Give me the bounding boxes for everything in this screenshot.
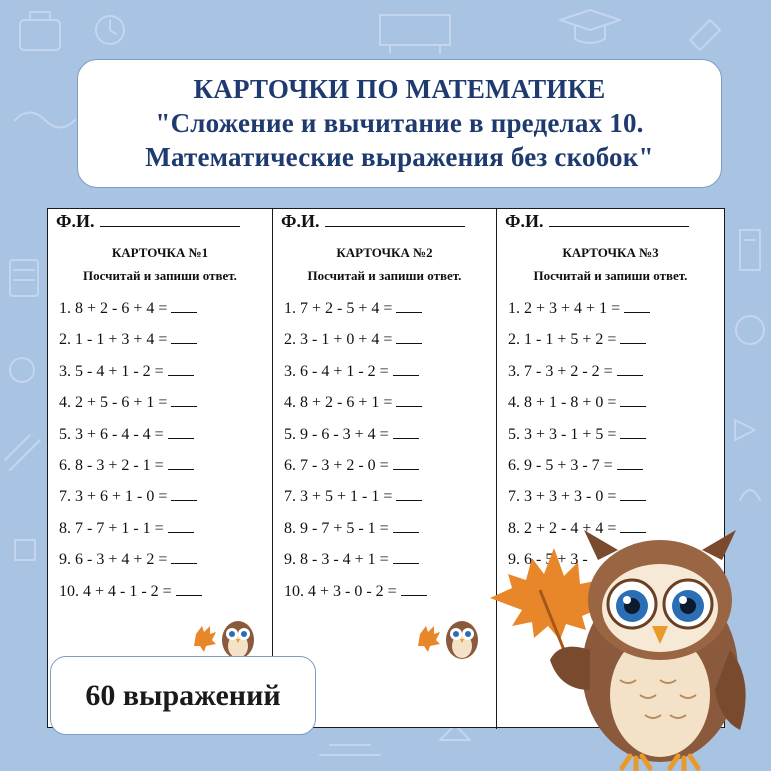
exercise-item: 7. 3 + 3 + 3 - 0 =: [508, 481, 650, 512]
exercise-item: 2. 3 - 1 + 0 + 4 =: [284, 324, 427, 355]
exercise-item: 9. 6 - 5 + 3 -: [508, 551, 588, 569]
exercise-item: 8. 2 + 2 - 4 + 4 =: [508, 513, 650, 544]
card-instruction: Посчитай и запиши ответ.: [533, 268, 688, 283]
card-title: КАРТОЧКА №1: [111, 245, 209, 260]
owl-illustration: [480, 520, 771, 771]
exercise-item: 3. 5 - 4 + 1 - 2 =: [59, 356, 202, 387]
title-banner: [77, 59, 722, 188]
title-line-3: Математические выражения без скобок": [145, 142, 654, 172]
exercise-item: 1. 2 + 3 + 4 + 1 =: [508, 293, 650, 324]
exercise-item: 3. 7 - 3 + 2 - 2 =: [508, 356, 650, 387]
exercise-item: 4. 2 + 5 - 6 + 1 =: [59, 387, 202, 418]
title-line-2: "Сложение и вычитание в пределах 10.: [155, 108, 644, 138]
exercise-list: [284, 293, 427, 607]
exercise-item: 6. 7 - 3 + 2 - 0 =: [284, 450, 427, 481]
exercise-item: 5. 3 + 6 - 4 - 4 =: [59, 419, 202, 450]
exercise-item: 2. 1 - 1 + 5 + 2 =: [508, 324, 650, 355]
expression-count-badge: 60 выражений: [50, 656, 316, 735]
exercise-item: 4. 8 + 1 - 8 + 0 =: [508, 387, 650, 418]
owl-illustration: [192, 612, 264, 660]
maple-leaf-icon: [194, 626, 216, 652]
exercise-item: 6. 8 - 3 + 2 - 1 =: [59, 450, 202, 481]
exercise-item: 1. 8 + 2 - 6 + 4 =: [59, 293, 202, 324]
exercise-item: 6. 9 - 5 + 3 - 7 =: [508, 450, 650, 481]
exercise-item: 3. 6 - 4 + 1 - 2 =: [284, 356, 427, 387]
exercise-item: 4. 8 + 2 - 6 + 1 =: [284, 387, 427, 418]
name-field: Ф.И.: [56, 211, 240, 232]
name-field: Ф.И.: [505, 211, 689, 232]
name-field: Ф.И.: [281, 211, 465, 232]
card-instruction: Посчитай и запиши ответ.: [307, 268, 462, 283]
exercise-item: 5. 9 - 6 - 3 + 4 =: [284, 419, 427, 450]
exercise-item: 10. 4 + 4 - 1 - 2 =: [59, 576, 202, 607]
maple-leaf-icon: [418, 626, 440, 652]
exercise-item: 9. 8 - 3 - 4 + 1 =: [284, 544, 427, 575]
exercise-item: 1. 7 + 2 - 5 + 4 =: [284, 293, 427, 324]
exercise-item: 9. 6 - 3 + 4 + 2 =: [59, 544, 202, 575]
exercise-item: 8. 7 - 7 + 1 - 1 =: [59, 513, 202, 544]
title-line-1: КАРТОЧКИ ПО МАТЕМАТИКЕ: [193, 74, 606, 104]
card-title: КАРТОЧКА №3: [562, 245, 659, 260]
exercise-item: 2. 1 - 1 + 3 + 4 =: [59, 324, 202, 355]
exercise-list: [59, 293, 202, 607]
owl-illustration: [416, 612, 488, 660]
exercise-item: 8. 9 - 7 + 5 - 1 =: [284, 513, 427, 544]
exercise-item: 10. 4 + 3 - 0 - 2 =: [284, 576, 427, 607]
exercise-item: 7. 3 + 5 + 1 - 1 =: [284, 481, 427, 512]
exercise-item: 5. 3 + 3 - 1 + 5 =: [508, 419, 650, 450]
exercise-item: 7. 3 + 6 + 1 - 0 =: [59, 481, 202, 512]
card-title: КАРТОЧКА №2: [336, 245, 433, 260]
card-instruction: Посчитай и запиши ответ.: [83, 268, 237, 283]
